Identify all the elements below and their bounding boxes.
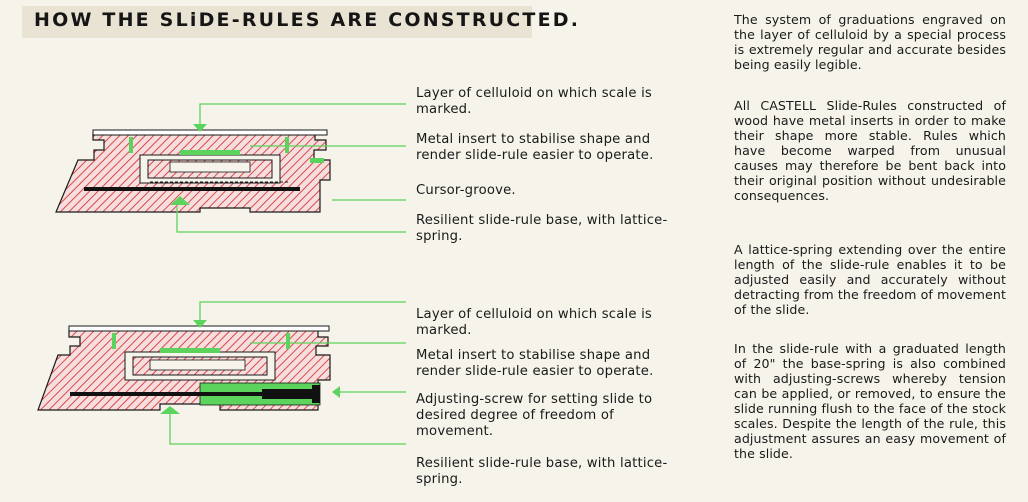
label-metal-insert-top: Metal insert to stabilise shape and render slide-rule easier to operate.: [416, 132, 654, 163]
label-celluloid-top: Layer of celluloid on which scale is marked.: [416, 86, 653, 117]
adjusting-screw-body: [262, 389, 318, 399]
paragraph-metal-inserts: All CASTELL Slide-Rules constructed of wood have metal inserts in order to make their shape more stable. Rules which have become warped from unusual causes may therefore be bent back into their original position without undesirable consequences.: [734, 98, 1006, 203]
paragraph-adjusting-screws: In the slide-rule with a graduated length of 20" the base-spring is also combined with adjusting-screws whereby tension can be applied, or removed, to ensure the slide running flush to the face of the stock scales. Despite the length of the rule, this adjustment assures an easy movement of the slide.: [734, 341, 1006, 461]
slide-cavity-bottom: [150, 360, 245, 370]
leader-line-bottom-4: [170, 414, 406, 444]
metal-insert-side-right-bottom: [286, 333, 290, 349]
celluloid-layer-top: [93, 130, 327, 135]
metal-insert-top: [180, 150, 240, 155]
label-metal-insert-bottom: Metal insert to stabilise shape and render slide-rule easier to operate.: [416, 348, 654, 379]
label-adjusting-screw: Adjusting-screw for setting slide to desired degree of freedom of movement.: [416, 392, 653, 439]
cross-section-top: [56, 124, 330, 212]
metal-insert-side-right-top: [285, 137, 289, 153]
label-celluloid-bottom: Layer of celluloid on which scale is marked.: [416, 307, 653, 338]
leader-line-bottom-1: [200, 302, 406, 320]
paragraph-graduations: The system of graduations engraved on the layer of celluloid by a special process is extremely regular and accurate besides being easily legible.: [734, 12, 1006, 72]
cross-section-bottom: [38, 320, 340, 414]
metal-insert-stub-top: [310, 158, 324, 163]
lattice-spring-top: [84, 187, 300, 191]
adjusting-screw-head: [312, 385, 320, 403]
page-title: HOW THE SLiDE-RULES ARE CONSTRUCTED.: [34, 9, 581, 31]
metal-insert-side-left-bottom: [112, 333, 116, 349]
arrow-spring-bottom: [160, 406, 180, 414]
arrow-screw-bottom: [332, 386, 340, 398]
paragraph-lattice-spring: A lattice-spring extending over the entire length of the slide-rule enables it to be adjusted easily and accurately without detracting from the freedom of movement of the slide.: [734, 242, 1006, 317]
slide-cavity-top: [170, 162, 250, 172]
metal-insert-bottom: [160, 348, 220, 353]
leader-line-top-1: [200, 104, 406, 124]
metal-insert-side-left-top: [129, 137, 133, 153]
label-cursor-groove: Cursor-groove.: [416, 183, 516, 198]
label-lattice-spring-top: Resilient slide-rule base, with lattice-spring.: [416, 213, 668, 244]
label-lattice-spring-bottom: Resilient slide-rule base, with lattice-spring.: [416, 456, 668, 487]
